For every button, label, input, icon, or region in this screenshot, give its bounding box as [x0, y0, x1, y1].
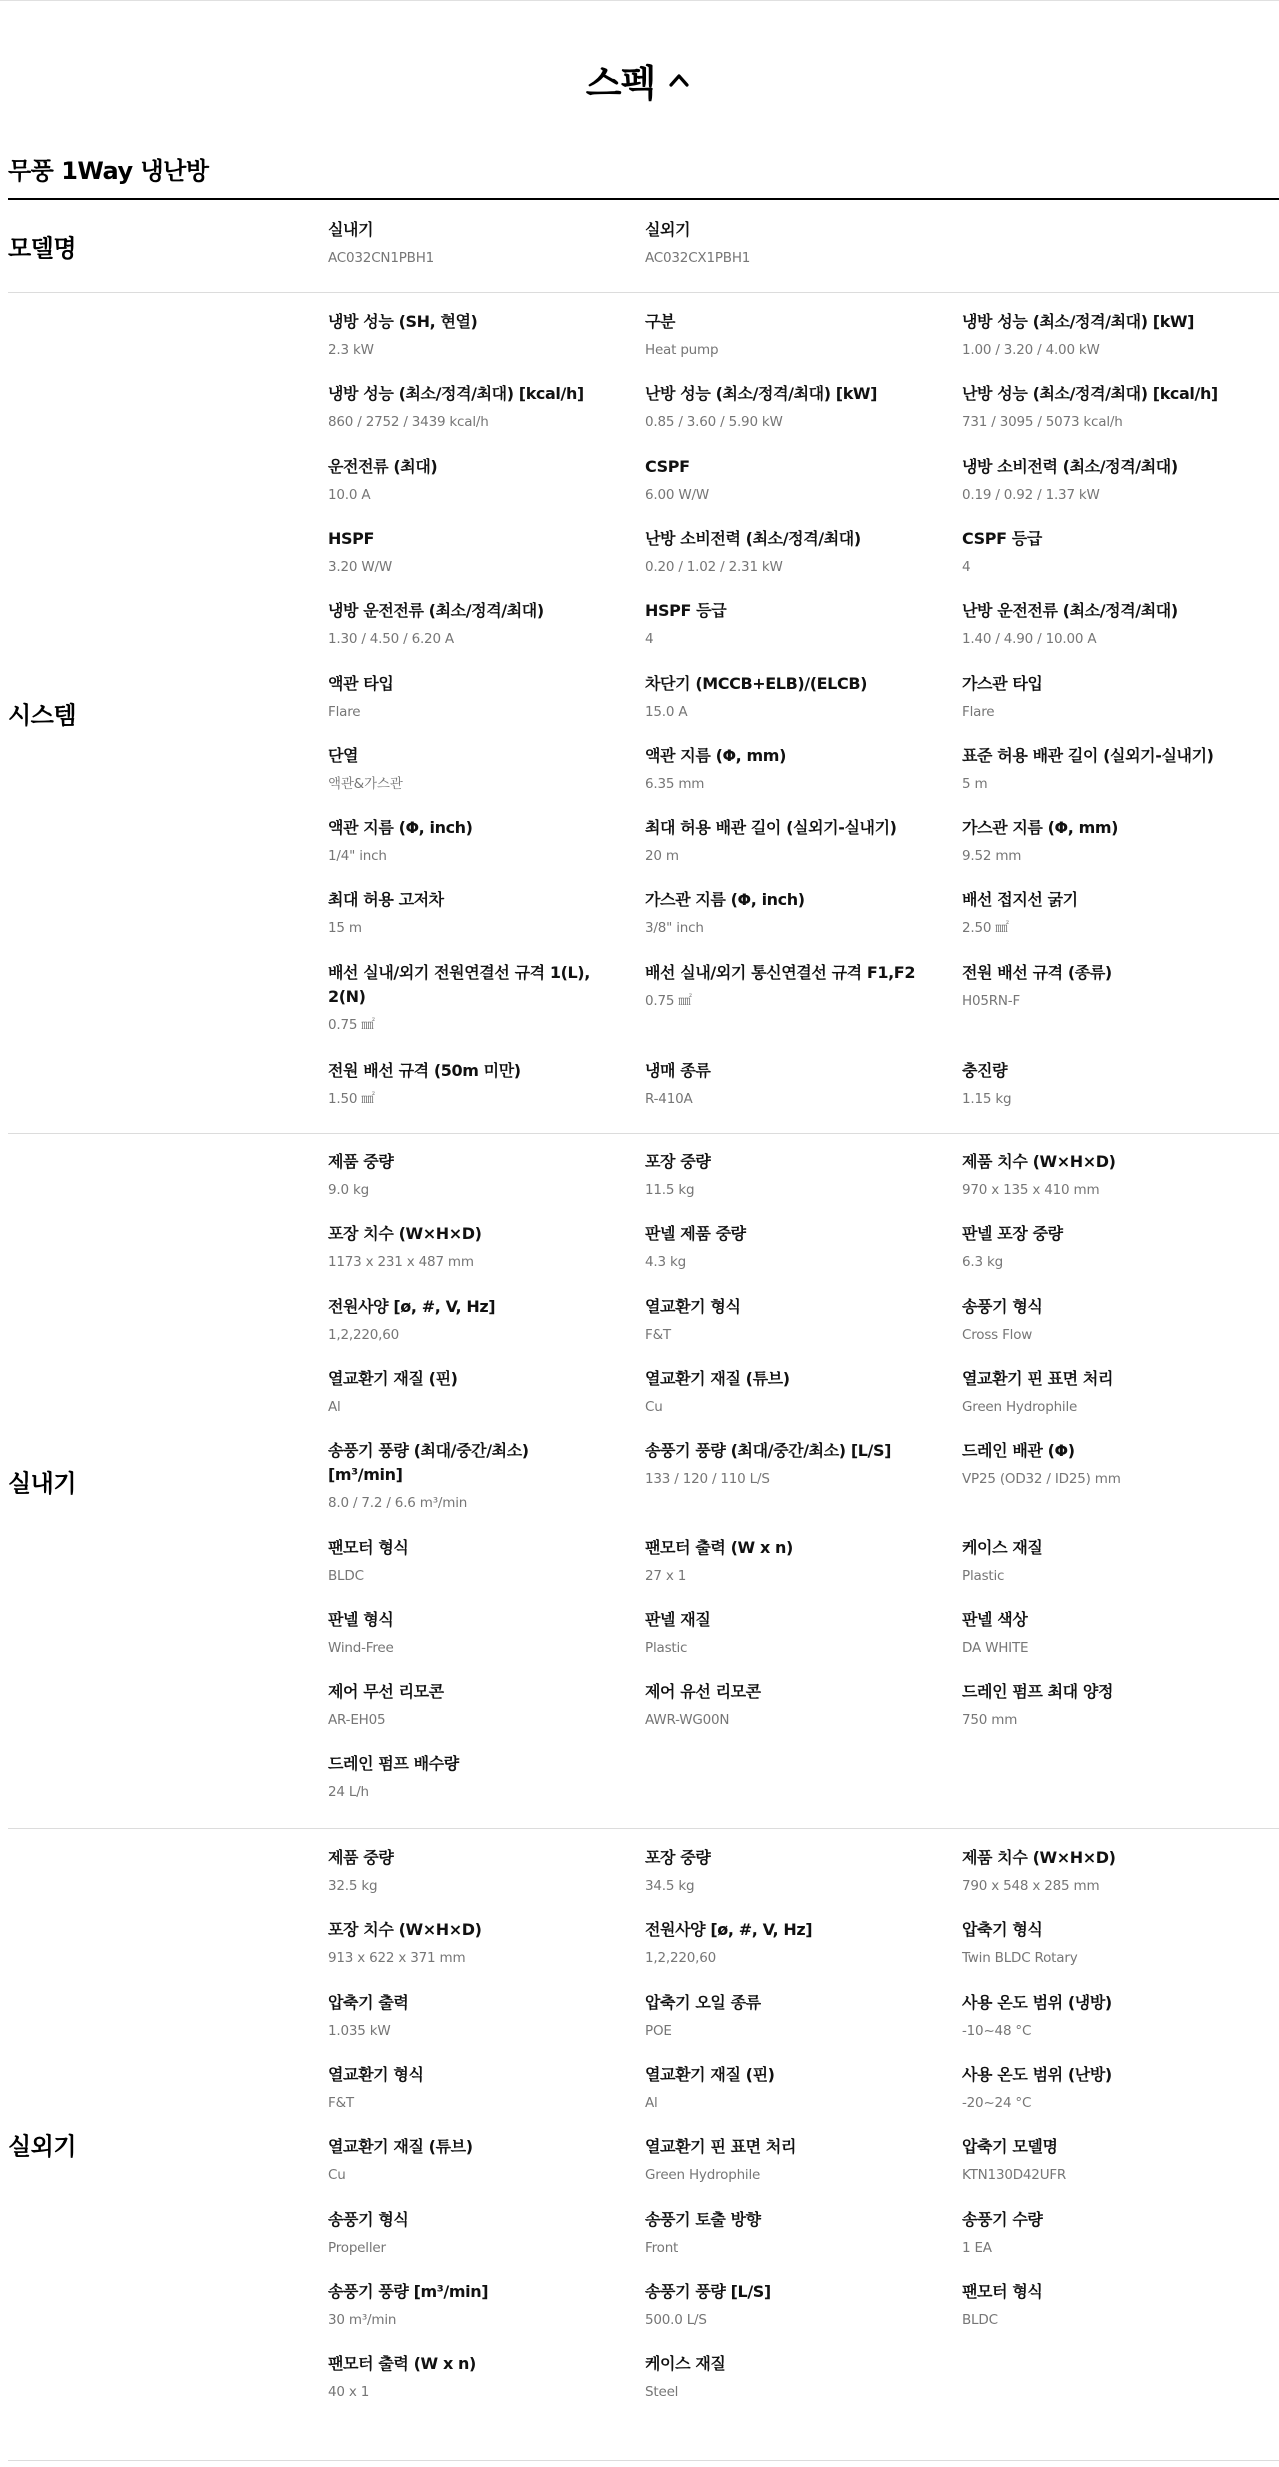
spec-item: [962, 672, 1242, 722]
spec-item: [645, 961, 925, 1011]
spec-label: 가스관 지름 (Φ, inch): [645, 890, 805, 910]
spec-value: F&T: [645, 1326, 671, 1343]
spec-value: 15 m: [328, 920, 362, 937]
spec-value: -20~24 °C: [962, 2094, 1032, 2111]
spec-label: 판넬 형식: [328, 1609, 394, 1629]
spec-label: 액관 타입: [328, 673, 394, 693]
spec-item: [645, 1059, 925, 1109]
spec-item: [645, 1536, 925, 1586]
page-title: 스펙: [585, 62, 656, 105]
spec-value: 20 m: [645, 848, 679, 865]
spec-label: 케이스 재질: [962, 1537, 1043, 1557]
spec-value: DA WHITE: [962, 1639, 1029, 1656]
spec-value: 9.52 mm: [962, 848, 1022, 865]
section-label: 실외기: [8, 2132, 77, 2161]
spec-value: POE: [645, 2022, 672, 2039]
spec-value: 9.0 kg: [328, 1182, 369, 1198]
spec-value: Plastic: [645, 1639, 688, 1656]
spec-value: 731 / 3095 / 5073 kcal/h: [962, 414, 1123, 431]
spec-label: CSPF: [645, 456, 690, 476]
section-label: 실내기: [8, 1469, 77, 1497]
spec-label: 송풍기 풍량 [m³/min]: [328, 2281, 489, 2301]
spec-value: 6.00 W/W: [645, 486, 709, 503]
spec-label: 판넬 재질: [645, 1609, 711, 1629]
spec-label: 판넬 포장 중량: [962, 1224, 1063, 1244]
spec-item: [328, 527, 608, 577]
spec-label: 표준 허용 배관 길이 (실외기-실내기): [962, 745, 1214, 765]
spec-item: [328, 1991, 608, 2041]
section-indoor: [0, 1133, 1279, 1828]
spec-item: [328, 744, 608, 794]
spec-value: 6.3 kg: [962, 1254, 1003, 1271]
spec-item: [645, 2208, 925, 2258]
spec-label: 배선 실내/외기 전원연결선 규격 1(L), 2(N): [328, 962, 590, 1006]
spec-value: 860 / 2752 / 3439 kcal/h: [328, 414, 489, 431]
spec-value: 34.5 kg: [645, 1878, 695, 1894]
spec-label: 열교환기 형식: [645, 1296, 741, 1316]
spec-item: [962, 1536, 1242, 1586]
spec-item: [962, 1222, 1242, 1272]
spec-value: 30 m³/min: [328, 2311, 397, 2328]
spec-label: 냉방 운전전류 (최소/정격/최대): [328, 601, 544, 621]
spec-value: 5 m: [962, 775, 988, 792]
spec-value: 10.0 A: [328, 486, 371, 503]
spec-value: Al: [645, 2094, 658, 2111]
spec-label: 송풍기 풍량 (최대/중간/최소) [m³/min]: [328, 1441, 529, 1485]
spec-label: 케이스 재질: [645, 2354, 726, 2374]
spec-label: 드레인 펌프 최대 양정: [962, 1682, 1114, 1702]
spec-value: 133 / 120 / 110 L/S: [645, 1471, 770, 1488]
spec-item: [645, 2063, 925, 2113]
spec-item: [328, 1439, 608, 1513]
spec-item: [328, 218, 608, 268]
spec-item: [328, 1295, 608, 1345]
spec-label: 열교환기 재질 (튜브): [328, 2137, 473, 2157]
spec-value: Green Hydrophile: [645, 2167, 761, 2184]
spec-item: [645, 455, 925, 505]
section-model: [0, 200, 1279, 292]
spec-label: 냉방 성능 (최소/정격/최대) [kW]: [962, 312, 1195, 331]
spec-item: [645, 816, 925, 866]
spec-label: 전원사양 [ø, #, V, Hz]: [328, 1296, 496, 1316]
product-name: 무풍 1Way 냉난방: [8, 157, 209, 185]
spec-label: 난방 성능 (최소/정격/최대) [kcal/h]: [962, 384, 1218, 404]
spec-label: 제품 중량: [328, 1848, 394, 1867]
spec-value: 1.30 / 4.50 / 6.20 A: [328, 631, 454, 648]
spec-item: [328, 1680, 608, 1730]
spec-label: 포장 중량: [645, 1848, 711, 1867]
spec-value: 1 EA: [962, 2239, 992, 2256]
spec-label: 송풍기 수량: [962, 2209, 1043, 2229]
spec-item: [645, 218, 925, 268]
spec-value: Flare: [962, 703, 995, 720]
section-label: 모델명: [8, 234, 77, 263]
spec-value: 27 x 1: [645, 1567, 687, 1584]
spec-item: [645, 2352, 925, 2402]
spec-value: 1,2,220,60: [328, 1326, 399, 1343]
spec-item: [328, 2280, 608, 2330]
spec-label: 압축기 모델명: [962, 2137, 1058, 2157]
spec-value: 11.5 kg: [645, 1182, 695, 1198]
spec-item: [645, 599, 925, 649]
spec-item: [962, 888, 1242, 938]
spec-label: 송풍기 형식: [328, 2209, 409, 2229]
spec-label: 충진량: [962, 1061, 1008, 1080]
spec-item: [962, 2063, 1242, 2113]
spec-item: [328, 888, 608, 938]
spec-label: 제어 무선 리모콘: [328, 1682, 444, 1702]
spec-item: [962, 1680, 1242, 1730]
spec-value: 40 x 1: [328, 2384, 370, 2401]
spec-value: 6.35 mm: [645, 775, 705, 792]
spec-value: 4: [962, 558, 971, 575]
spec-label: 열교환기 형식: [328, 2064, 424, 2084]
spec-item: [328, 1367, 608, 1417]
spec-label: 냉방 소비전력 (최소/정격/최대): [962, 456, 1178, 476]
spec-item: [328, 2208, 608, 2258]
spec-item: [962, 816, 1242, 866]
spec-value: -10~48 °C: [962, 2022, 1032, 2039]
spec-item: [962, 455, 1242, 505]
spec-label: 송풍기 형식: [962, 1296, 1043, 1316]
spec-item: [962, 744, 1242, 794]
spec-label: 액관 지름 (Φ, mm): [645, 745, 786, 765]
spec-item: [962, 1608, 1242, 1658]
spec-label: 드레인 배관 (Φ): [962, 1441, 1075, 1461]
spec-value: 15.0 A: [645, 703, 688, 720]
spec-value: 913 x 622 x 371 mm: [328, 1950, 466, 1967]
spec-item: [328, 2063, 608, 2113]
spec-item: [645, 1367, 925, 1417]
spec-value: 8.0 / 7.2 / 6.6 m³/min: [328, 1495, 468, 1512]
spec-item: [328, 1222, 608, 1272]
spec-value: 4: [645, 631, 654, 648]
spec-value: AWR-WG00N: [645, 1712, 730, 1729]
spec-item: [645, 744, 925, 794]
spec-item: [645, 2280, 925, 2330]
spec-value: 0.75 ㎟: [328, 1016, 375, 1033]
spec-value: AR-EH05: [328, 1712, 386, 1729]
spec-value: 3/8" inch: [645, 920, 704, 937]
spec-value: Heat pump: [645, 342, 719, 358]
spec-value: AC032CN1PBH1: [328, 250, 435, 266]
spec-value: Plastic: [962, 1567, 1005, 1584]
spec-label: 열교환기 핀 표면 처리: [962, 1368, 1114, 1388]
spec-item: [328, 1059, 608, 1109]
spec-value: 0.20 / 1.02 / 2.31 kW: [645, 558, 783, 575]
spec-item: [328, 2352, 608, 2402]
spec-item: [645, 382, 925, 432]
spec-value: Steel: [645, 2384, 679, 2401]
spec-label: 판넬 제품 중량: [645, 1224, 746, 1244]
spec-item: [328, 1536, 608, 1586]
spec-label: 차단기 (MCCB+ELB)/(ELCB): [645, 673, 868, 693]
spec-label: 송풍기 풍량 [L/S]: [645, 2281, 771, 2301]
spec-value: Al: [328, 1398, 341, 1415]
spec-label: 송풍기 풍량 (최대/중간/최소) [L/S]: [645, 1441, 892, 1461]
spec-value: 2.50 ㎟: [962, 920, 1009, 937]
spec-label: 운전전류 (최대): [328, 456, 438, 476]
spec-item: [328, 455, 608, 505]
spec-item: [328, 816, 608, 866]
spec-value: 1.40 / 4.90 / 10.00 A: [962, 631, 1097, 648]
spec-item: [645, 1918, 925, 1968]
spec-label: 실외기: [645, 220, 691, 239]
spec-value: Front: [645, 2239, 679, 2256]
spec-item: [645, 527, 925, 577]
spec-item: [962, 2135, 1242, 2185]
spec-label: 배선 접지선 굵기: [962, 890, 1078, 910]
section-system: [0, 292, 1279, 1133]
spec-value: 1.50 ㎟: [328, 1091, 375, 1107]
spec-label: 제어 유선 리모콘: [645, 1682, 761, 1702]
spec-value: BLDC: [328, 1567, 364, 1584]
spec-label: 단열: [328, 745, 359, 765]
spec-item: [645, 1439, 925, 1489]
spec-toggle-button[interactable]: [586, 53, 693, 107]
spec-item: [962, 2280, 1242, 2330]
spec-label: 난방 성능 (최소/정격/최대) [kW]: [645, 384, 878, 404]
spec-item: [328, 961, 608, 1035]
spec-item: [328, 1608, 608, 1658]
spec-item: [962, 2208, 1242, 2258]
spec-item: [645, 1846, 925, 1896]
spec-value: R-410A: [645, 1091, 693, 1107]
spec-label: 냉매 종류: [645, 1061, 711, 1080]
spec-value: Twin BLDC Rotary: [962, 1950, 1078, 1967]
spec-item: [962, 382, 1242, 432]
spec-label: 제품 치수 (W×H×D): [962, 1152, 1116, 1171]
spec-item: [645, 1608, 925, 1658]
spec-item: [962, 1991, 1242, 2041]
spec-value: 750 mm: [962, 1712, 1018, 1729]
spec-value: 4.3 kg: [645, 1254, 686, 1271]
spec-value: 790 x 548 x 285 mm: [962, 1878, 1100, 1894]
spec-value: VP25 (OD32 / ID25) mm: [962, 1471, 1121, 1488]
spec-label: 가스관 타입: [962, 673, 1043, 693]
spec-label: CSPF 등급: [962, 528, 1042, 548]
spec-value: 1/4" inch: [328, 848, 387, 865]
spec-label: 송풍기 토출 방향: [645, 2209, 761, 2229]
section-outdoor: [0, 1828, 1279, 2460]
spec-label: 팬모터 형식: [328, 1537, 409, 1557]
spec-label: 팬모터 출력 (W x n): [328, 2354, 476, 2374]
spec-label: 전원 배선 규격 (50m 미만): [328, 1061, 521, 1080]
spec-value: KTN130D42UFR: [962, 2167, 1067, 2184]
spec-item: [645, 1680, 925, 1730]
spec-label: 열교환기 핀 표면 처리: [645, 2137, 797, 2157]
spec-item: [328, 1150, 608, 1200]
spec-label: 압축기 출력: [328, 1992, 409, 2012]
spec-item: [328, 672, 608, 722]
spec-item: [328, 310, 608, 360]
spec-item: [328, 382, 608, 432]
spec-item: [962, 1918, 1242, 1968]
spec-label: 냉방 성능 (최소/정격/최대) [kcal/h]: [328, 384, 584, 404]
spec-value: AC032CX1PBH1: [645, 250, 751, 266]
spec-item: [962, 961, 1242, 1011]
spec-item: [328, 1846, 608, 1896]
spec-label: 실내기: [328, 220, 374, 239]
spec-label: 냉방 성능 (SH, 현열): [328, 312, 478, 331]
spec-label: 사용 온도 범위 (냉방): [962, 1992, 1112, 2012]
spec-label: 드레인 펌프 배수량: [328, 1754, 459, 1774]
spec-value: 24 L/h: [328, 1784, 369, 1801]
spec-label: HSPF: [328, 528, 374, 548]
spec-label: 배선 실내/외기 통신연결선 규격 F1,F2: [645, 962, 916, 982]
spec-label: 최대 허용 배관 길이 (실외기-실내기): [645, 818, 897, 838]
spec-label: 구분: [645, 312, 676, 331]
spec-label: 포장 중량: [645, 1152, 711, 1171]
spec-value: 액관&가스관: [328, 775, 403, 792]
spec-label: 열교환기 재질 (핀): [328, 1368, 458, 1388]
spec-item: [645, 310, 925, 360]
spec-header: [0, 52, 1279, 108]
spec-label: 가스관 지름 (Φ, mm): [962, 818, 1119, 838]
spec-item: [328, 1752, 608, 1802]
spec-label: 난방 소비전력 (최소/정격/최대): [645, 528, 861, 548]
spec-label: 전원 배선 규격 (종류): [962, 962, 1112, 982]
spec-item: [962, 1439, 1242, 1489]
spec-label: 열교환기 재질 (핀): [645, 2064, 775, 2084]
spec-value: 1.15 kg: [962, 1091, 1012, 1107]
spec-label: 전원사양 [ø, #, V, Hz]: [645, 1920, 813, 1940]
spec-label: 압축기 형식: [962, 1920, 1043, 1940]
spec-item: [645, 672, 925, 722]
spec-label: 열교환기 재질 (튜브): [645, 1368, 790, 1388]
spec-item: [962, 1059, 1242, 1109]
spec-item: [645, 2135, 925, 2185]
spec-value: 32.5 kg: [328, 1878, 378, 1894]
section-label: 시스템: [8, 701, 77, 729]
spec-item: [962, 599, 1242, 649]
spec-item: [645, 1991, 925, 2041]
spec-item: [962, 527, 1242, 577]
spec-value: 2.3 kW: [328, 342, 374, 358]
spec-label: 난방 운전전류 (최소/정격/최대): [962, 601, 1178, 621]
spec-label: 제품 중량: [328, 1152, 394, 1171]
spec-value: Propeller: [328, 2239, 386, 2256]
spec-label: 사용 온도 범위 (난방): [962, 2064, 1112, 2084]
spec-label: 팬모터 형식: [962, 2281, 1043, 2301]
spec-value: 1173 x 231 x 487 mm: [328, 1254, 474, 1271]
spec-item: [328, 1918, 608, 1968]
spec-item: [645, 888, 925, 938]
spec-item: [962, 1367, 1242, 1417]
spec-value: Green Hydrophile: [962, 1398, 1078, 1415]
spec-value: 0.19 / 0.92 / 1.37 kW: [962, 486, 1100, 503]
spec-label: HSPF 등급: [645, 601, 727, 621]
spec-value: 0.85 / 3.60 / 5.90 kW: [645, 414, 783, 431]
spec-label: 포장 치수 (W×H×D): [328, 1920, 482, 1940]
section-divider: [8, 2460, 1279, 2461]
spec-value: 1.00 / 3.20 / 4.00 kW: [962, 342, 1100, 358]
spec-label: 팬모터 출력 (W x n): [645, 1537, 793, 1557]
spec-value: F&T: [328, 2094, 354, 2111]
spec-item: [328, 599, 608, 649]
spec-value: Cu: [645, 1398, 663, 1415]
spec-item: [962, 1846, 1242, 1896]
spec-value: 970 x 135 x 410 mm: [962, 1182, 1100, 1198]
spec-value: Wind-Free: [328, 1639, 394, 1656]
spec-value: Cu: [328, 2167, 346, 2184]
spec-value: BLDC: [962, 2311, 998, 2328]
spec-item: [962, 1150, 1242, 1200]
chevron-up-icon: [665, 66, 693, 94]
spec-value: Flare: [328, 703, 361, 720]
spec-value: 1.035 kW: [328, 2022, 391, 2039]
spec-label: 판넬 색상: [962, 1609, 1028, 1629]
spec-value: 1,2,220,60: [645, 1950, 716, 1967]
spec-item: [962, 1295, 1242, 1345]
spec-item: [962, 310, 1242, 360]
spec-label: 포장 치수 (W×H×D): [328, 1224, 482, 1244]
spec-item: [328, 2135, 608, 2185]
spec-value: 3.20 W/W: [328, 558, 392, 575]
spec-item: [645, 1150, 925, 1200]
spec-value: 0.75 ㎟: [645, 992, 692, 1009]
top-divider: [0, 0, 1279, 1]
spec-value: Cross Flow: [962, 1326, 1033, 1343]
spec-label: 압축기 오일 종류: [645, 1992, 761, 2012]
spec-value: H05RN-F: [962, 992, 1021, 1009]
spec-label: 최대 허용 고저차: [328, 890, 444, 910]
spec-label: 제품 치수 (W×H×D): [962, 1848, 1116, 1867]
spec-item: [645, 1222, 925, 1272]
spec-item: [645, 1295, 925, 1345]
spec-label: 액관 지름 (Φ, inch): [328, 818, 473, 838]
spec-value: 500.0 L/S: [645, 2311, 707, 2328]
